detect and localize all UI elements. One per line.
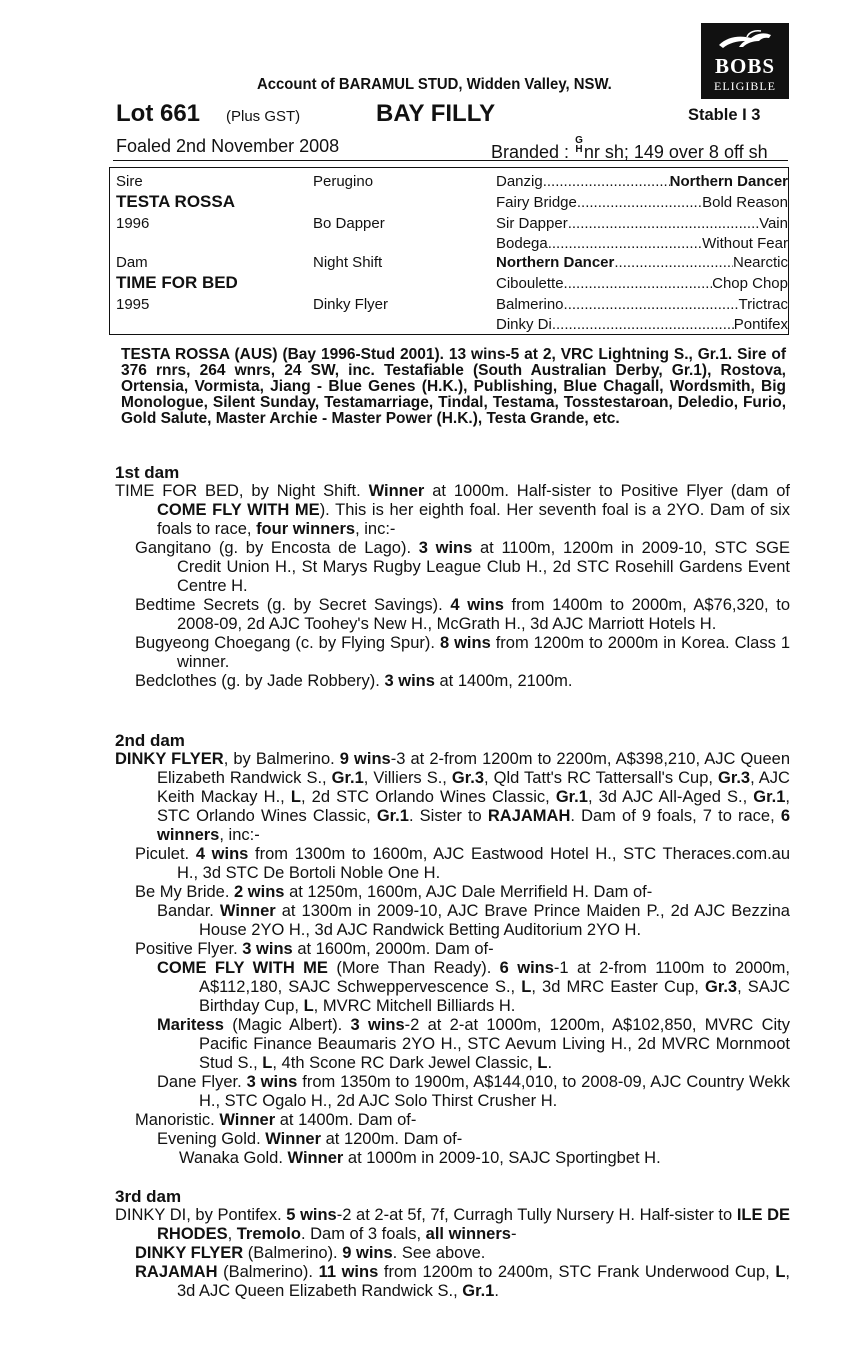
pedigree-gen3-row: [496, 275, 788, 292]
pedigree-gen4-horse: Northern Dancer: [669, 173, 788, 190]
produce-entry: DINKY FLYER (Balmerino). 9 wins. See above.: [135, 1244, 486, 1262]
vendor-account: Account of BARAMUL STUD, Widden Valley, NSW.: [257, 76, 612, 93]
produce-entry: DINKY FLYER, by Balmerino. 9 wins-3 at 2-from 1200m to 2200m, A$398,210, AJC Queen Elizabeth Randwick S., Gr.1, Villiers S., Gr.3, Qld Tatt's RC Tattersall's Cup, Gr.3, AJC Keith Mackay H., L, 2d STC Orlando Wines Classic, Gr.1, 3d AJC All-Aged S., Gr.1, STC Orlando Wines Classic, Gr.1. Sister to RAJAMAH. Dam of 9 foals, 7 to race, 6 winners, inc:-: [115, 750, 791, 844]
first-dam-section: [115, 463, 790, 691]
racehorse-icon: [717, 29, 773, 51]
produce-entry: Positive Flyer. 3 wins at 1600m, 2000m. Dam of-: [135, 940, 494, 958]
pedigree-gen3-row: [496, 194, 788, 211]
produce-entry: Manoristic. Winner at 1400m. Dam of-: [135, 1111, 417, 1129]
produce-entry: Bugyeong Choegang (c. by Flying Spur). 8 wins from 1200m to 2000m in Korea. Class 1 winner.: [135, 634, 790, 671]
produce-entry: RAJAMAH (Balmerino). 11 wins from 1200m to 2400m, STC Frank Underwood Cup, L, 3d AJC Queen Elizabeth Randwick S., Gr.1.: [135, 1263, 791, 1300]
pedigree-gen3-row: [496, 316, 788, 333]
produce-entry: Wanaka Gold. Winner at 1000m in 2009-10, SAJC Sportingbet H.: [179, 1149, 661, 1167]
pedigree-gen3-horse: Sir Dapper: [496, 215, 568, 232]
pedigree-gen3-horse: Ciboulette: [496, 275, 564, 292]
pedigree-gen2: Perugino: [313, 173, 374, 190]
dot-leader: [548, 235, 702, 252]
produce-entry: Bedclothes (g. by Jade Robbery). 3 wins at 1400m, 2100m.: [135, 672, 573, 690]
branded-detail: nr sh; 149 over 8 off sh: [583, 142, 768, 162]
produce-entry: Gangitano (g. by Encosta de Lago). 3 wins at 1100m, 1200m in 2009-10, STC SGE Credit Union H., St Marys Rugby League Club H., 2d STC Rosehill Gardens Event Centre H.: [135, 539, 790, 595]
sire-label: Sire: [116, 173, 143, 190]
logo-subtext: ELIGIBLE: [714, 79, 776, 93]
dot-leader: [568, 215, 759, 232]
sire-summary: TESTA ROSSA (AUS) (Bay 1996-Stud 2001). 13 wins-5 at 2, VRC Lightning S., Gr.1. Sire of 376 rnrs, 264 wnrs, 24 SW, inc. Testafiable (South Australian Derby, Gr.1), Rostova, Ortensia, Vormista, Jiang - Blue Genes (H.K.), Publishing, Blue Chagall, Wordsmith, Big Monologue, Silent Sunday, Testamarriage, Tindal, Testama, Tosstestaroan, Deledio, Furio, Gold Salute, Master Archie - Master Power (H.K.), Testa Grande, etc.: [121, 346, 786, 427]
pedigree-gen3-row: [496, 296, 788, 313]
pedigree-gen3-row: [496, 235, 788, 252]
dot-leader: [552, 316, 734, 333]
third-dam-section: [115, 1187, 790, 1301]
pedigree-gen3-horse: Balmerino: [496, 296, 564, 313]
produce-entry: DINKY DI, by Pontifex. 5 wins-2 at 2-at 5f, 7f, Curragh Tully Nursery H. Half-sister to ILE DE RHODES, Tremolo. Dam of 3 foals, all winners-: [115, 1206, 791, 1243]
foaled-date: Foaled 2nd November 2008: [116, 136, 340, 156]
header-divider: [113, 160, 788, 161]
brand-mark-top: G: [575, 135, 583, 146]
pedigree-gen3-row: [496, 173, 788, 190]
sire-year: 1996: [116, 215, 150, 232]
pedigree-gen3-horse: Danzig: [496, 173, 543, 190]
dot-leader: [564, 275, 713, 292]
dam-heading: 1st dam: [115, 463, 180, 482]
produce-entry: Piculet. 4 wins from 1300m to 1600m, AJC Eastwood Hotel H., STC Theraces.com.au H., 3d STC De Bortoli Noble One H.: [135, 845, 791, 882]
pedigree-gen3-row: [496, 215, 788, 232]
pedigree-gen3-horse: Fairy Bridge: [496, 194, 577, 211]
brand-mark-bottom: H: [575, 144, 583, 155]
dot-leader: [577, 194, 702, 211]
dot-leader: [564, 296, 739, 313]
pedigree-gen4-horse: Bold Reason: [702, 194, 788, 211]
pedigree-gen3-horse: Bodega: [496, 235, 548, 252]
branding: [491, 136, 768, 163]
pedigree-gen2: Dinky Flyer: [313, 296, 389, 313]
dot-leader: [614, 254, 733, 271]
logo-text: BOBS: [714, 54, 776, 78]
dam-heading: 3rd dam: [115, 1187, 182, 1206]
branded-label: Branded :: [491, 142, 570, 162]
horse-description: BAY FILLY: [376, 100, 496, 127]
dam-label: Dam: [116, 254, 148, 271]
produce-entry: Dane Flyer. 3 wins from 1350m to 1900m, A$144,010, to 2008-09, AJC Country Wekk H., STC Ogalo H., 2d AJC Solo Thirst Crusher H.: [157, 1073, 790, 1110]
lot-number: Lot 661: [116, 100, 201, 127]
produce-entry: COME FLY WITH ME (More Than Ready). 6 wins-1 at 2-from 1100m to 2000m, A$112,180, SAJC Schweppervescence S., L, 3d MRC Easter Cup, Gr.3, SAJC Birthday Cup, L, MVRC Mitchell Billiards H.: [157, 959, 791, 1015]
pedigree-gen2: Bo Dapper: [313, 215, 385, 232]
gst-note: (Plus GST): [226, 108, 301, 125]
dam-name: TIME FOR BED: [116, 273, 238, 292]
pedigree-gen2: Night Shift: [313, 254, 383, 271]
dam-year: 1995: [116, 296, 150, 313]
pedigree-gen4-horse: Nearctic: [732, 254, 788, 271]
dot-leader: [543, 173, 670, 190]
sire-name: TESTA ROSSA: [116, 192, 236, 211]
second-dam-section: [115, 731, 790, 1168]
pedigree-gen4-horse: Without Fear: [702, 235, 788, 252]
pedigree-gen3-horse: Dinky Di: [496, 316, 552, 333]
produce-entry: Evening Gold. Winner at 1200m. Dam of-: [157, 1130, 463, 1148]
brand-mark: [575, 136, 583, 154]
pedigree-gen4-horse: Pontifex: [733, 316, 788, 333]
dam-heading: 2nd dam: [115, 731, 185, 750]
bobs-eligible-logo: [701, 23, 789, 99]
produce-entry: Bedtime Secrets (g. by Secret Savings). 4 wins from 1400m to 2000m, A$76,320, to 2008-09, 2d AJC Toohey's New H., McGrath H., 3d AJC Marriott Hotels H.: [135, 596, 790, 633]
pedigree-gen3-row: [496, 254, 788, 271]
produce-entry: TIME FOR BED, by Night Shift. Winner at 1000m. Half-sister to Positive Flyer (dam of COME FLY WITH ME). This is her eighth foal. Her seventh foal is a 2YO. Dam of six foals to race, four winners, inc:-: [115, 482, 790, 538]
produce-entry: Bandar. Winner at 1300m in 2009-10, AJC Brave Prince Maiden P., 2d AJC Bezzina House 2YO H., 3d AJC Randwick Betting Auditorium 2YO H.: [157, 902, 790, 939]
pedigree-gen4-horse: Trictrac: [738, 296, 788, 313]
pedigree-gen4-horse: Chop Chop: [712, 275, 788, 292]
stable-number: Stable I 3: [688, 106, 761, 124]
pedigree-gen4-horse: Vain: [759, 215, 788, 232]
produce-entry: Be My Bride. 2 wins at 1250m, 1600m, AJC Dale Merrifield H. Dam of-: [135, 883, 653, 901]
produce-entry: Maritess (Magic Albert). 3 wins-2 at 2-at 1000m, 1200m, A$102,850, MVRC City Pacific Finance Beaumaris 2YO H., STC Aevum Living H., 2d MVRC Mornmoot Stud S., L, 4th Scone RC Dark Jewel Classic, L.: [157, 1016, 790, 1072]
pedigree-gen3-horse: Northern Dancer: [496, 254, 615, 271]
